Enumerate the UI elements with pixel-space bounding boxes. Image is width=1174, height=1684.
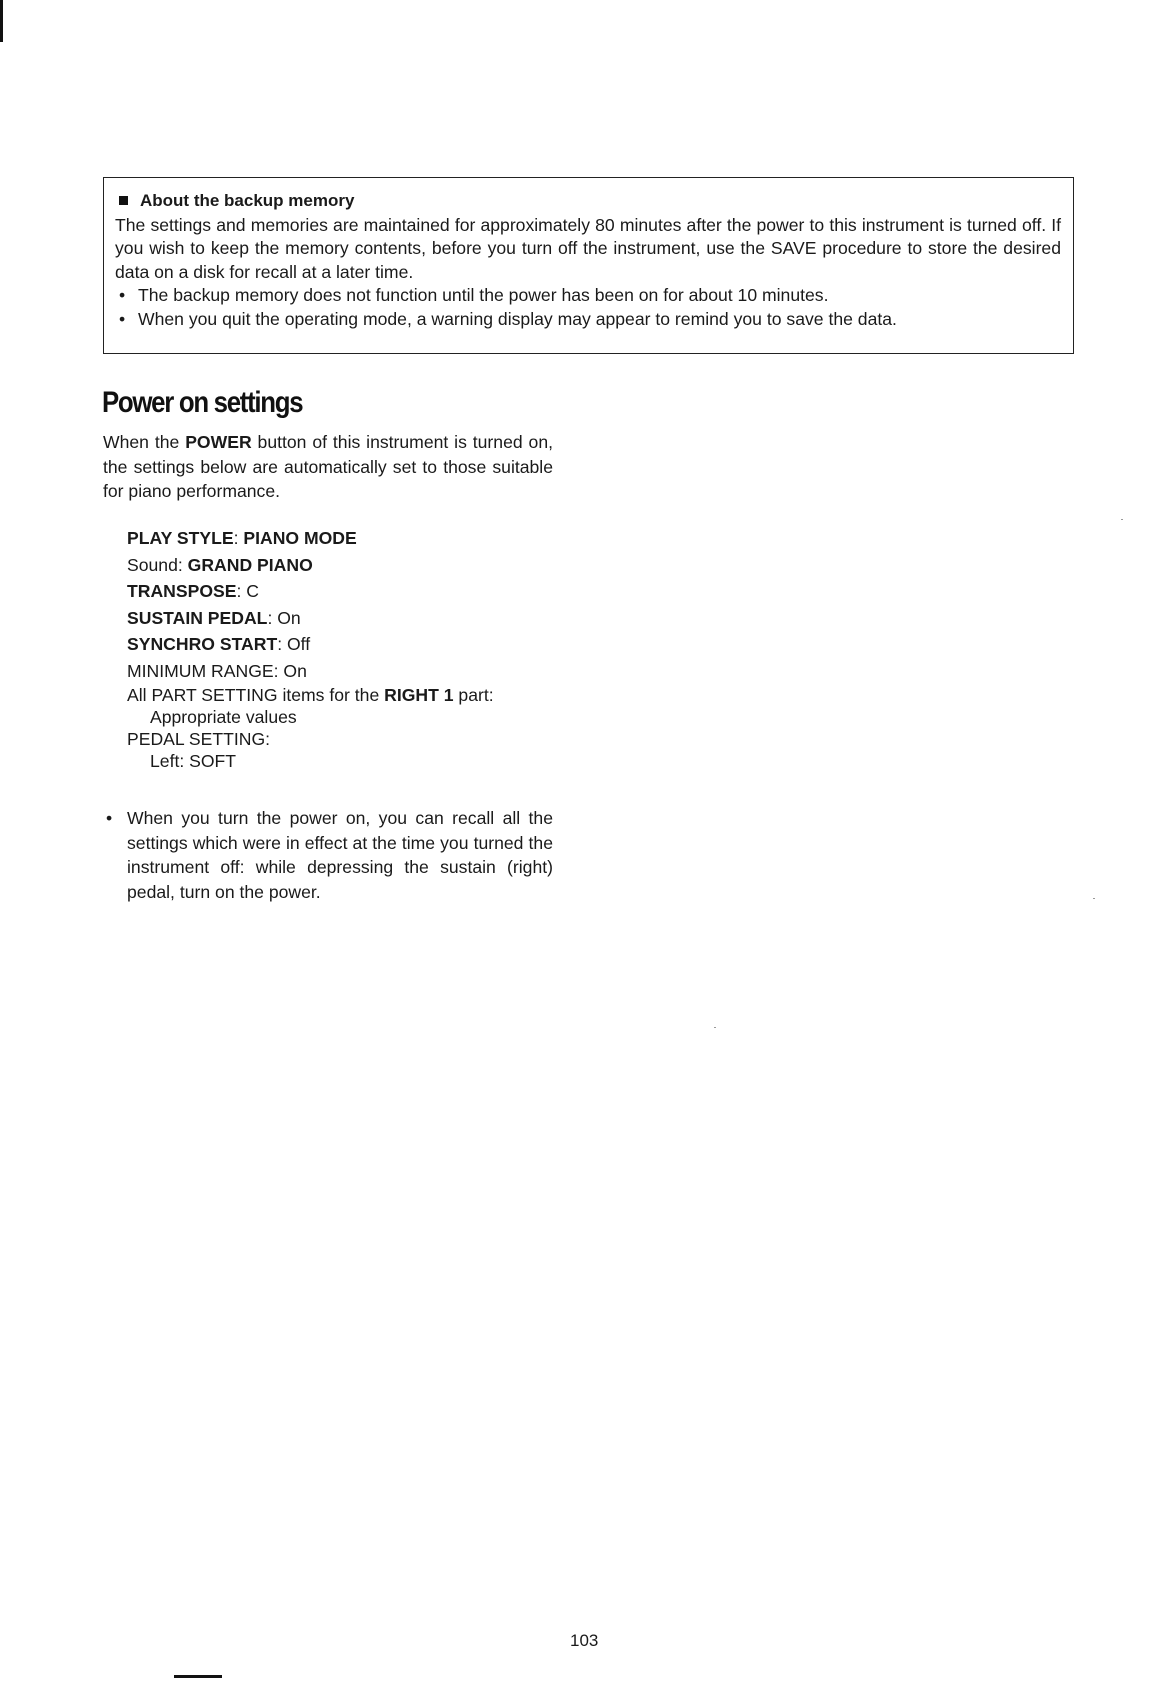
bullet-icon: • <box>106 808 113 828</box>
setting-label: PLAY STYLE <box>127 528 234 548</box>
recall-note <box>103 806 553 904</box>
power-on-settings-list <box>127 525 587 772</box>
page-number: 103 <box>570 1631 599 1650</box>
setting-value: On <box>277 607 301 628</box>
setting-minimum-range: MINIMUM RANGE: On <box>127 660 307 681</box>
setting-part: RIGHT 1 <box>384 685 454 705</box>
setting-part-setting <box>127 684 587 706</box>
setting-label: All PART SETTING items for the <box>127 685 385 705</box>
setting-sustain-pedal: SUSTAIN PEDAL: On <box>127 607 301 628</box>
backup-memory-title <box>115 189 1061 213</box>
backup-memory-paragraph: The settings and memories are maintained for approximately 80 minutes after the power to this instrument is turned off. If you wish to keep the memory contents, before you turn off the instrument, use the SAVE procedure to store the desired data on a disk for recall at a later time. <box>115 214 1061 282</box>
backup-memory-box <box>103 177 1074 354</box>
setting-label: SYNCHRO START <box>127 634 278 654</box>
setting-label: TRANSPOSE <box>127 581 237 601</box>
setting-value: Off <box>286 634 311 654</box>
intro-text: When the <box>103 432 186 452</box>
list-item: • The backup memory does not function until the power has been on for about 10 minutes. <box>115 284 1061 308</box>
setting-label: part: <box>453 685 494 705</box>
scan-speck <box>714 1027 716 1028</box>
setting-part-setting-value: Appropriate values <box>150 707 297 727</box>
setting-play-style: PLAY STYLE: PIANO MODE <box>127 528 357 548</box>
setting-transpose: TRANSPOSE: C <box>127 581 259 601</box>
backup-memory-bullets <box>115 284 1061 331</box>
intro-text: button of this instrument is turned on, the settings below are automatically set to those suitable for piano performance. <box>103 432 553 501</box>
scan-speck <box>1121 519 1123 520</box>
setting-pedal-setting-value: Left: SOFT <box>150 751 237 771</box>
power-button-name: POWER <box>185 432 252 452</box>
scan-bottom-mark <box>174 1675 222 1678</box>
section-heading: Power on settings <box>102 386 303 419</box>
backup-memory-title-text: About the backup memory <box>140 191 355 210</box>
setting-sound: Sound: GRAND PIANO <box>127 554 313 575</box>
setting-value: C <box>246 581 259 601</box>
scan-speck <box>1093 898 1095 899</box>
setting-label: SUSTAIN PEDAL <box>127 607 268 628</box>
list-item: • When you quit the operating mode, a warning display may appear to remind you to save the data. <box>115 308 1061 332</box>
recall-note-text: When you turn the power on, you can recall all the settings which were in effect at the time you turned the instrument off: while depressing the sustain (right) pedal, turn on the power. <box>127 808 553 902</box>
intro-paragraph <box>103 430 553 504</box>
setting-label: Sound <box>127 554 178 575</box>
square-bullet-icon <box>119 196 128 205</box>
scan-edge-mark <box>0 0 3 42</box>
setting-pedal-setting: PEDAL SETTING: <box>127 729 271 749</box>
setting-value: GRAND PIANO <box>187 554 313 575</box>
setting-synchro-start: SYNCHRO START: Off <box>127 634 311 654</box>
setting-value: PIANO MODE <box>243 528 357 548</box>
